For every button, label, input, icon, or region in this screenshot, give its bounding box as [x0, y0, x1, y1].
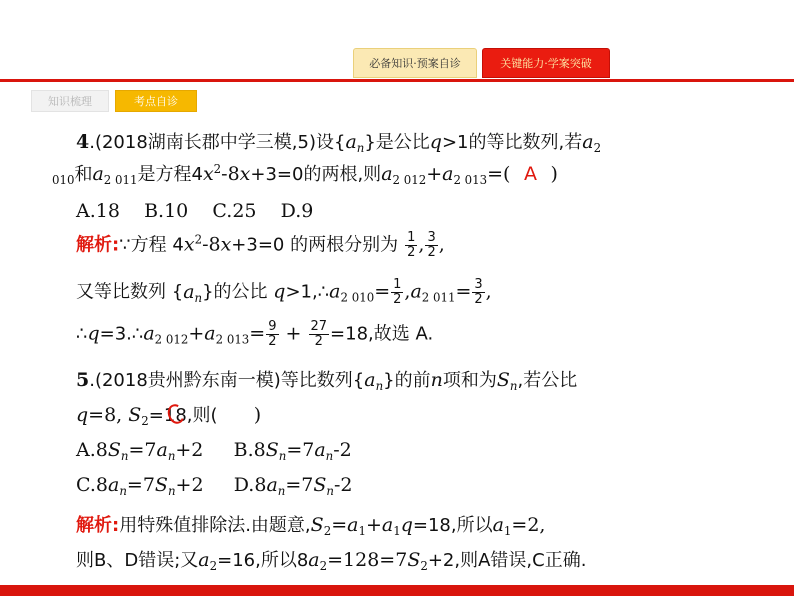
subtab-knowledge-review[interactable]: 知识梳理	[31, 90, 109, 112]
q4-options	[76, 198, 313, 224]
q5-options-row-1: $A.8S_n=7a_n+2$ $B.8S_n=7a_n-2$	[76, 439, 352, 464]
q5-analysis-1: 用特殊值排除法.由题意,	[119, 515, 311, 536]
q4-analysis-line-2: 又等比数列 $\{a_n\}$的公比 $q>1,\therefore a_{2 010}=$ $\frac{1}{2}$ $,a_{2 011}=$ $\frac{3}{2}$ ,	[76, 277, 492, 307]
q5-stem-b: }的前	[383, 370, 431, 391]
q4-stem-j: )	[550, 163, 558, 185]
q5-option-c: C.8	[76, 474, 108, 496]
q4-options-text: A.18 B.10 C.25 D.9	[76, 200, 314, 222]
q5-line-2: q=8, $S_2=18$,则( )	[76, 404, 262, 429]
q5-stem-f: =18,则(	[148, 405, 218, 426]
q5-options-row-2: $C.8a_n=7S_n+2$ $D.8a_n=7S_n-2$	[76, 474, 353, 499]
q4-stem-c: >1的等比数列,若	[441, 132, 583, 153]
header-divider	[0, 79, 794, 82]
q4-stem-h: +	[426, 163, 443, 185]
q4-stem-b: }是公比	[364, 132, 430, 153]
q5-option-a: A.8	[76, 439, 108, 461]
q4-analysis-1a: ∵方程 4	[119, 234, 184, 256]
q5-stem-d: ,若公比	[517, 370, 578, 391]
q5-stem-e: =8,	[88, 404, 129, 426]
q5-analysis-2d: +2,则A错误,C正确.	[427, 550, 587, 571]
q5-stem-a: 等比数列{	[280, 370, 365, 391]
fraction-one-half-b: $\frac{1}{2}$	[393, 277, 402, 307]
q4-stem-e: 是方程4	[137, 164, 203, 185]
q4-line-1: 4.(2018湖南长郡中学三模,5)设$\{a_n\}$是公比q>1的等比数列,若$a_2$	[76, 131, 602, 156]
q4-stem-f: -8	[221, 163, 240, 185]
q5-source: .(2018贵州黔东南一模)	[89, 370, 281, 391]
q4-number: 4	[76, 131, 90, 153]
subtab-self-diagnosis[interactable]: 考点自诊	[115, 90, 197, 112]
q4-answer: A	[523, 163, 537, 185]
q5-option-b: B.8	[233, 439, 266, 461]
footer-bar	[0, 585, 794, 596]
q5-stem-g: )	[253, 404, 262, 426]
q5-analysis-line-2: 则B、D错误;又$a_2=16$,所以$8a_2=128=7S_2+2$,则A错误,C正确.	[76, 549, 587, 574]
q5-stem-c: 项和为	[442, 370, 497, 391]
q4-analysis-2b: }的公比	[202, 281, 274, 303]
fraction-three-half-b: $\frac{3}{2}$	[474, 277, 483, 307]
q5-analysis-2b: =16,所以8	[217, 550, 309, 571]
q5-analysis-label: 解析:	[76, 515, 120, 536]
q4-analysis-3b: =3.∴	[99, 323, 144, 345]
q5-analysis-1c: =2,	[511, 514, 546, 536]
fraction-one-half: $\frac{1}{2}$	[407, 230, 416, 260]
q4-analysis-line-3: $\therefore q=3.\therefore a_{2 012}+a_{2 013}=$ $\frac{9}{2}$ + $\frac{27}{2}$ =18,故选 A.	[76, 319, 434, 349]
q4-analysis-1b: -8	[202, 233, 221, 256]
q5-analysis-2a: 则B、D错误;又	[76, 550, 199, 571]
q4-source: .(2018湖南长郡中学三模,5)	[89, 132, 316, 153]
q4-analysis-line-1: 解析:∵方程 $4x^2-8x+3=0$ 的两根分别为 $\frac{1}{2}$ , $\frac{3}{2}$ ,	[76, 230, 445, 260]
q4-stem-i: =(	[487, 163, 511, 185]
tab-key-ability[interactable]: 关键能力·学案突破	[482, 48, 610, 78]
q4-stem-g: +3=0的两根,则	[250, 164, 382, 185]
q4-analysis-2a: 又等比数列 {	[76, 281, 184, 303]
q5-analysis-2c: =128=7	[327, 549, 408, 571]
fraction-three-half: $\frac{3}{2}$	[427, 230, 436, 260]
fraction-nine-half: $\frac{9}{2}$	[268, 319, 277, 349]
q4-analysis-3c: =18,故选 A.	[330, 323, 434, 345]
q4-stem-a: 设{	[315, 132, 346, 153]
q4-analysis-label: 解析:	[76, 234, 120, 256]
q5-option-d: D.8	[233, 474, 267, 496]
q5-analysis-line-1: 解析:用特殊值排除法.由题意$,S_2=a_1+a_1q=18$,所以$a_1=2$,	[76, 514, 546, 539]
q4-line-2: $_{010}$和$a_{2 011}$是方程$4x^2-8x+3=0$的两根,则$a_{2 012}+a_{2 013}=$( A )	[52, 161, 558, 188]
q4-analysis-2c: >1,∴	[285, 281, 330, 303]
tab-essential-knowledge[interactable]: 必备知识·预案自诊	[353, 48, 477, 78]
q4-analysis-1c: +3=0 的两根分别为	[231, 234, 399, 256]
q5-analysis-1b: =18,所以	[412, 515, 493, 536]
q5-line-1: 5.(2018贵州黔东南一模)等比数列$\{a_n\}$的前n项和为$S_n$,若公比	[76, 369, 578, 394]
q4-stem-d: 和	[74, 164, 93, 185]
q4-analysis-3a: ∴	[76, 323, 88, 345]
q5-number: 5	[76, 369, 90, 391]
fraction-27-half: $\frac{27}{2}$	[310, 319, 328, 349]
